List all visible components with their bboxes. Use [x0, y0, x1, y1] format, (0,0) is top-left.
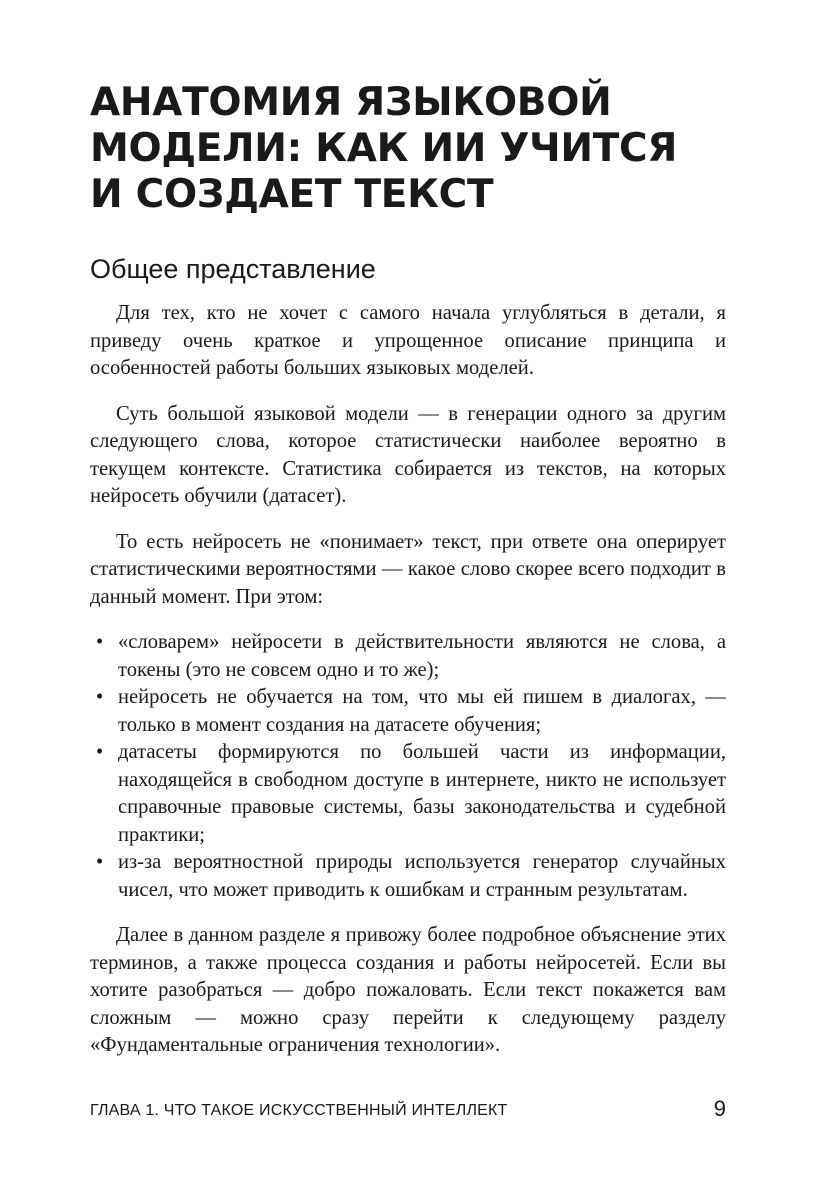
chapter-title-line: МОДЕЛИ: КАК ИИ УЧИТСЯ — [90, 126, 678, 171]
chapter-title — [90, 80, 730, 218]
paragraph: То есть нейросеть не «понимает» текст, при ответе она оперирует статистическими вероятностями — какое слово скорее всего подходит в данный момент. При этом: — [90, 530, 726, 608]
list-item-text: датасеты формируются по большей части из информации, находящейся в свободном доступе в интернете, никто не использует справочные правовые системы, базы законодательства и судебной практики; — [118, 741, 726, 846]
list-item — [90, 684, 726, 739]
section-title: Общее представление — [90, 254, 376, 284]
list-item-text: «словарем» нейросети в действительности являются не слова, а токены (это не совсем одно и то же); — [118, 631, 726, 681]
chapter-title-line: И СОЗДАЕТ ТЕКСТ — [90, 172, 494, 217]
running-head: ГЛАВА 1. ЧТО ТАКОЕ ИСКУССТВЕННЫЙ ИНТЕЛЛЕКТ — [90, 1102, 508, 1119]
bullet-marker: • — [96, 686, 104, 708]
body-text — [90, 300, 726, 1078]
bullet-marker: • — [96, 631, 104, 653]
bullet-list — [90, 629, 726, 904]
list-item-text: нейросеть не обучается на том, что мы ей пишем в диалогах, — только в момент создания на датасете обучения; — [118, 686, 726, 736]
bullet-marker: • — [96, 741, 104, 763]
chapter-title-line: АНАТОМИЯ ЯЗЫКОВОЙ — [90, 80, 612, 125]
list-item-text: из-за вероятностной природы используется генератор случайных чисел, что может приводить к ошибкам и странным результатам. — [118, 851, 726, 901]
closing-paragraph: Далее в данном разделе я привожу более подробное объяснение этих терминов, а также процесса создания и работы нейросетей. Если вы хотите разобраться — добро пожаловать. Если текст покажется вам сложным — можно сразу перейти к следующему разделу «Фундаментальные ограничения технологии». — [90, 924, 726, 1056]
list-item — [90, 629, 726, 684]
list-item — [90, 849, 726, 904]
paragraph: Для тех, кто не хочет с самого начала углубляться в детали, я приведу очень краткое и упрощенное описание принципа и особенностей работы больших языковых моделей. — [90, 302, 726, 379]
paragraph: Суть большой языковой модели — в генерации одного за другим следующего слова, которое статистически наиболее вероятно в текущем контексте. Статистика собирается из текстов, на которых нейросеть обучили (датасет). — [90, 402, 726, 507]
list-item — [90, 739, 726, 849]
bullet-marker: • — [96, 851, 104, 873]
page-number: 9 — [713, 1096, 726, 1121]
